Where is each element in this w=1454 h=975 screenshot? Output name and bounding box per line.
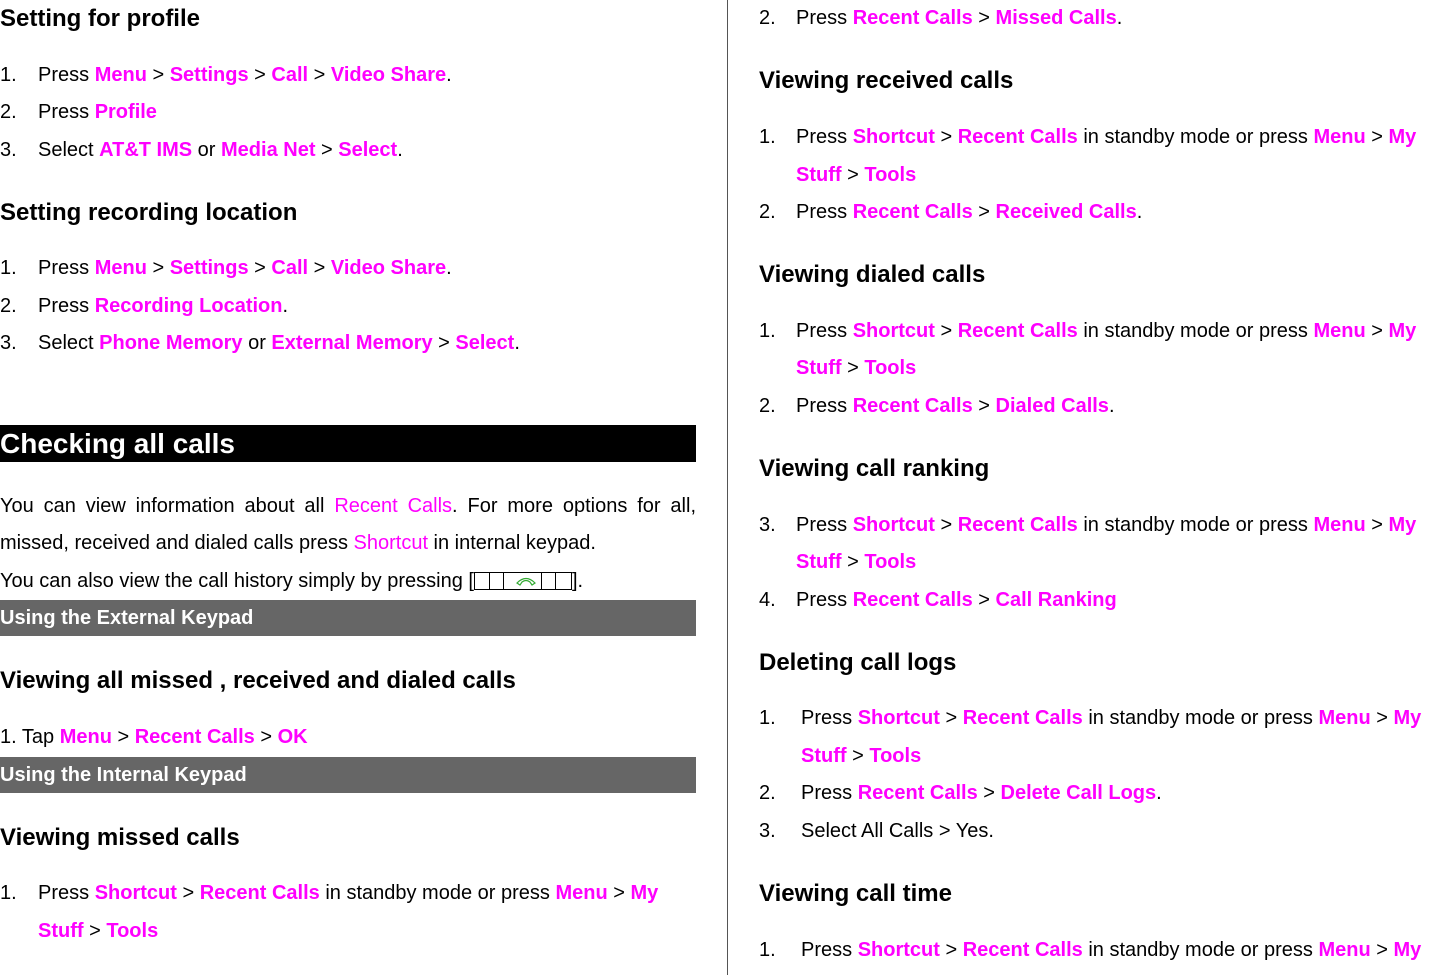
step: Press Profile — [38, 101, 157, 123]
call-key-hint: You can also view the call history simply by pressing [ ]. — [0, 570, 584, 592]
step: Select AT&T IMS or Media Net > Select. — [38, 139, 403, 161]
step: Press Recording Location. — [38, 295, 289, 317]
intro-paragraph: You can view information about all Recent Calls. For more options for all, missed, received and dialed calls press Shortcut in internal keypad. — [0, 495, 696, 554]
heading-deleting: Deleting call logs — [759, 649, 957, 676]
step: Press Recent Calls > Missed Calls. — [796, 7, 1123, 29]
step: Press Shortcut > Recent Calls in standby mode or press Menu > My — [796, 126, 1417, 148]
step-continued: Stuff > Tools — [801, 745, 922, 767]
step: Press Menu > Settings > Call > Video Share. — [38, 257, 452, 279]
step: Press Shortcut > Recent Calls in standby mode or press Menu > My — [796, 514, 1417, 536]
heading-recording: Setting recording location — [0, 199, 298, 226]
bar-external-keypad: Using the External Keypad — [0, 600, 696, 636]
bar-internal-keypad: Using the Internal Keypad — [0, 757, 696, 793]
heading-time: Viewing call time — [759, 880, 952, 907]
heading-dialed: Viewing dialed calls — [759, 261, 986, 288]
step: Press Recent Calls > Dialed Calls. — [796, 395, 1115, 417]
heading-missed: Viewing missed calls — [0, 824, 240, 851]
heading-viewing-all: Viewing all missed , received and dialed calls — [0, 667, 516, 694]
heading-ranking: Viewing call ranking — [759, 455, 990, 482]
step: Press Shortcut > Recent Calls in standby mode or press Menu > My — [38, 882, 659, 904]
heading-received: Viewing received calls — [759, 67, 1014, 94]
step: Press Recent Calls > Call Ranking — [796, 589, 1117, 611]
step: Press Recent Calls > Received Calls. — [796, 201, 1143, 223]
section-title-checking-calls: Checking all calls — [0, 425, 696, 462]
step: Press Recent Calls > Delete Call Logs. — [801, 782, 1162, 804]
step: Press Shortcut > Recent Calls in standby mode or press Menu > My — [801, 707, 1422, 729]
step-continued: Stuff > Tools — [38, 920, 159, 942]
step: Select Phone Memory or External Memory > Select. — [38, 332, 520, 354]
step: Press Menu > Settings > Call > Video Share. — [38, 64, 452, 86]
step-continued: Stuff > Tools — [796, 551, 917, 573]
phone-handset-icon — [474, 572, 572, 590]
column-divider — [727, 0, 728, 975]
heading-profile: Setting for profile — [0, 5, 200, 32]
step-continued: Stuff > Tools — [796, 357, 917, 379]
step: Press Shortcut > Recent Calls in standby mode or press Menu > My — [801, 939, 1422, 961]
step: Press Shortcut > Recent Calls in standby mode or press Menu > My — [796, 320, 1417, 342]
step: 1. Tap Menu > Recent Calls > OK — [0, 726, 308, 748]
step-continued: Stuff > Tools — [796, 164, 917, 186]
step: Select All Calls > Yes. — [801, 820, 994, 842]
